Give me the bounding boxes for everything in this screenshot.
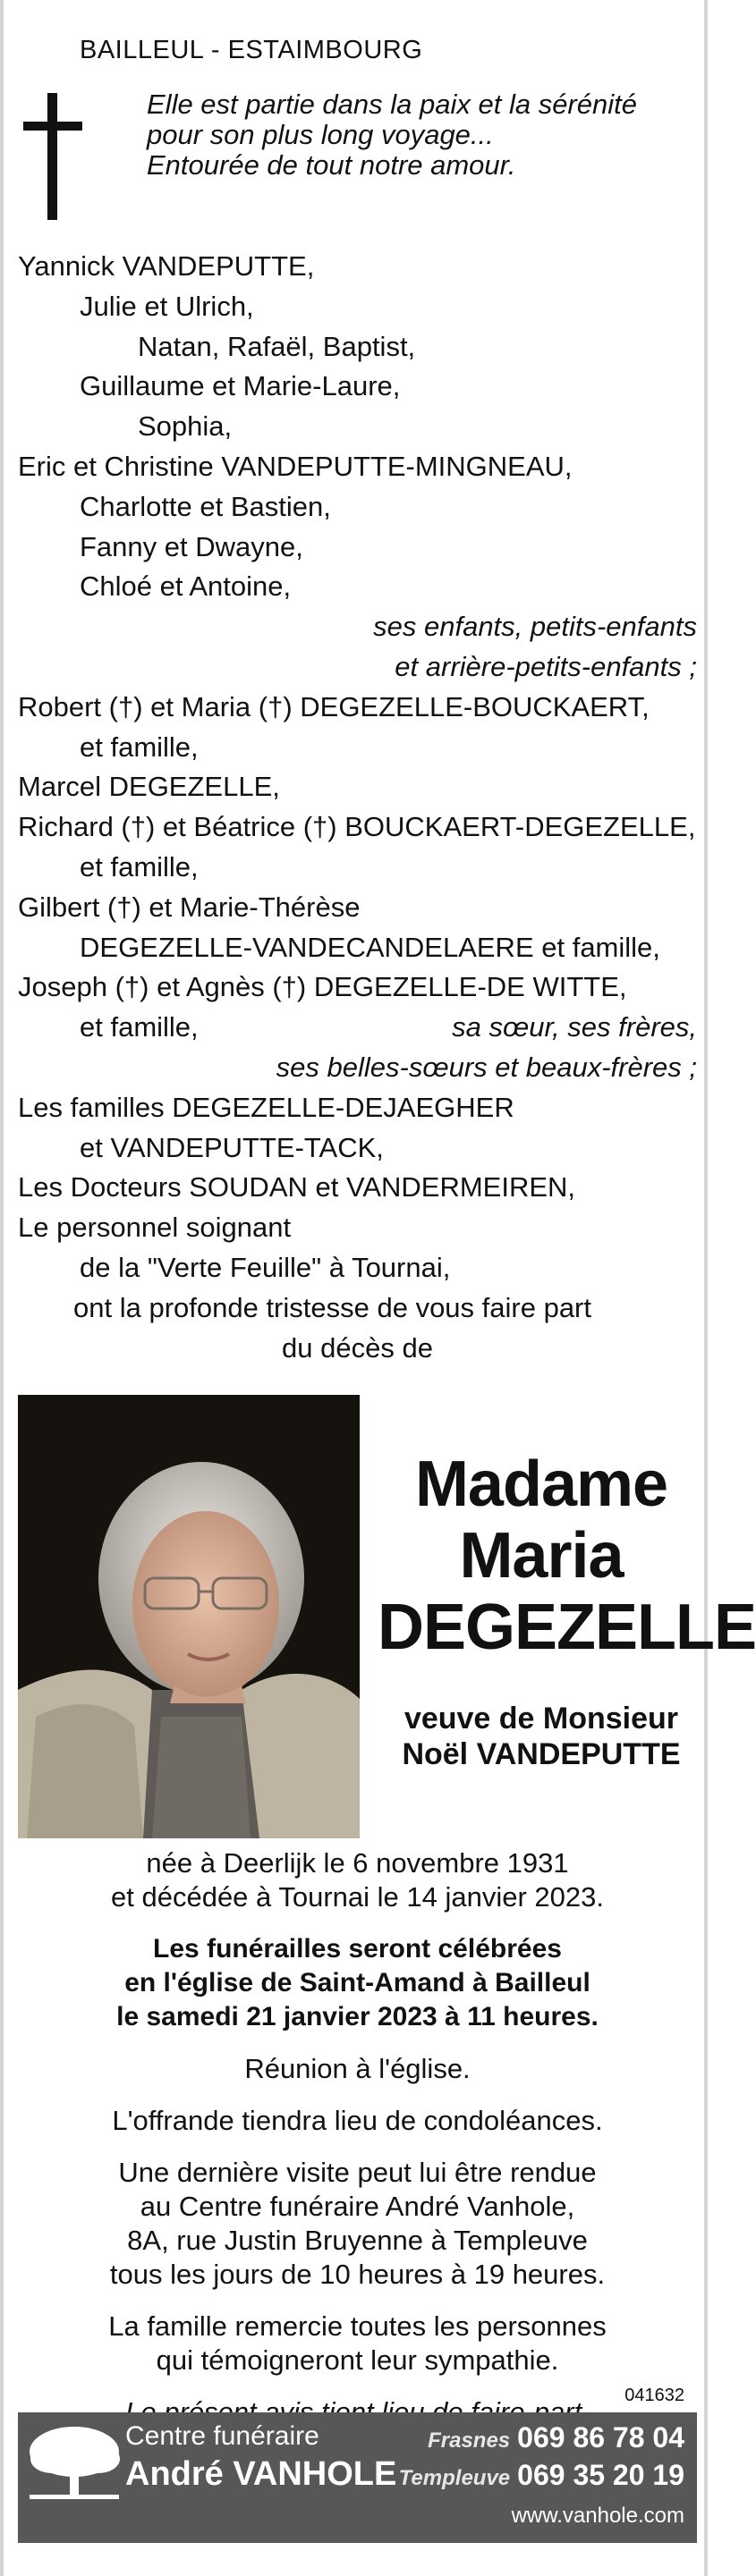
reference-number: 041632 bbox=[624, 2386, 684, 2405]
family-line-text: ont la profonde tristesse de vous faire part bbox=[73, 1291, 591, 1323]
family-line-text: Richard (†) et Béatrice (†) BOUCKAERT-DEGEZELLE, bbox=[18, 811, 696, 843]
phone-city: Templeuve bbox=[398, 2466, 511, 2490]
deceased-last-name: DEGEZELLE bbox=[378, 1592, 756, 1663]
phone-number: 069 86 78 04 bbox=[517, 2421, 684, 2454]
family-line-text: Marcel DEGEZELLE, bbox=[18, 771, 280, 803]
family-relation-text: sa sœur, ses frères, bbox=[452, 1011, 697, 1043]
website-link[interactable]: www.vanhole.com bbox=[511, 2504, 684, 2528]
family-line bbox=[4, 807, 711, 848]
family-line bbox=[4, 1208, 711, 1248]
family-line-text: et arrière-petits-enfants ; bbox=[395, 650, 697, 682]
family-line-text: et famille, bbox=[80, 731, 199, 763]
family-line-text: Natan, Rafaël, Baptist, bbox=[138, 330, 416, 362]
location-heading: BAILLEUL - ESTAIMBOURG bbox=[80, 36, 423, 64]
offering-line: L'offrande tiendra lieu de condoléances. bbox=[112, 2105, 603, 2136]
family-line bbox=[4, 967, 711, 1008]
death-line: et décédée à Tournai le 14 janvier 2023. bbox=[111, 1881, 604, 1913]
quote-line: pour son plus long voyage... bbox=[147, 119, 494, 150]
family-line-text: Le personnel soignant bbox=[18, 1212, 292, 1244]
visit-line: au Centre funéraire André Vanhole, bbox=[140, 2191, 575, 2222]
family-line bbox=[4, 407, 711, 447]
phone-frasnes bbox=[428, 2421, 684, 2454]
family-line-text: Gilbert (†) et Marie-Thérèse bbox=[18, 891, 361, 923]
family-line-text: Guillaume et Marie-Laure, bbox=[80, 370, 401, 402]
family-line-text: Yannick VANDEPUTTE, bbox=[18, 250, 315, 282]
family-line bbox=[4, 1288, 711, 1329]
family-line-text: Julie et Ulrich, bbox=[80, 290, 254, 322]
deceased-first-name: Maria bbox=[459, 1520, 624, 1592]
family-line bbox=[4, 888, 711, 928]
family-line-text: Charlotte et Bastien, bbox=[80, 490, 331, 522]
family-line bbox=[4, 688, 711, 728]
family-line bbox=[4, 1008, 711, 1048]
family-line bbox=[4, 1329, 711, 1369]
visit-line: Une dernière visite peut lui être rendue bbox=[118, 2157, 597, 2188]
visit-line: 8A, rue Justin Bruyenne à Templeuve bbox=[127, 2225, 588, 2256]
thanks-line: La famille remercie toutes les personnes bbox=[108, 2310, 607, 2342]
thanks-line: qui témoigneront leur sympathie. bbox=[156, 2344, 559, 2376]
family-line bbox=[4, 487, 711, 528]
funeral-home-label: Centre funéraire bbox=[125, 2421, 319, 2451]
cross-icon bbox=[23, 93, 82, 220]
tree-logo-icon bbox=[25, 2423, 123, 2504]
family-line-text: Eric et Christine VANDEPUTTE-MINGNEAU, bbox=[18, 450, 573, 482]
family-line bbox=[4, 647, 711, 688]
family-line bbox=[4, 287, 711, 327]
family-line bbox=[4, 1248, 711, 1288]
widow-of-line: Noël VANDEPUTTE bbox=[402, 1737, 681, 1771]
funeral-line: en l'église de Saint-Amand à Bailleul bbox=[124, 1968, 590, 1997]
family-line bbox=[4, 1168, 711, 1208]
family-line-text: Les Docteurs SOUDAN et VANDERMEIREN, bbox=[18, 1171, 576, 1204]
family-line bbox=[4, 728, 711, 768]
family-line bbox=[4, 848, 711, 888]
widow-of bbox=[378, 1701, 705, 1772]
funeral-details bbox=[4, 1846, 711, 2429]
family-line-text: Sophia, bbox=[138, 410, 233, 443]
family-line bbox=[4, 567, 711, 607]
family-line bbox=[4, 447, 711, 487]
family-line bbox=[4, 528, 711, 568]
deceased-title: Madame bbox=[414, 1448, 668, 1520]
family-line bbox=[4, 1048, 711, 1088]
quote-line: Entourée de tout notre amour. bbox=[147, 149, 516, 181]
family-list bbox=[4, 247, 711, 1368]
visit-line: tous les jours de 10 heures à 19 heures. bbox=[109, 2259, 606, 2290]
family-line bbox=[4, 367, 711, 407]
family-line-text: ses enfants, petits-enfants bbox=[373, 611, 697, 643]
family-line-text: Les familles DEGEZELLE-DEJAEGHER bbox=[18, 1091, 514, 1123]
funeral-line: Les funérailles seront célébrées bbox=[153, 1934, 562, 1964]
family-line-text: Fanny et Dwayne, bbox=[80, 530, 303, 562]
quote-line: Elle est partie dans la paix et la sérénité bbox=[147, 89, 637, 120]
family-line-text: Chloé et Antoine, bbox=[80, 570, 292, 603]
birth-line: née à Deerlijk le 6 novembre 1931 bbox=[146, 1847, 569, 1879]
funeral-home-name: André VANHOLE bbox=[125, 2455, 397, 2493]
family-line bbox=[4, 1088, 711, 1128]
deceased-name-block bbox=[378, 1448, 756, 1772]
family-line bbox=[4, 607, 711, 647]
family-line bbox=[4, 928, 711, 968]
family-line-text: et famille, bbox=[80, 1011, 199, 1043]
family-line bbox=[4, 327, 711, 367]
reunion-line: Réunion à l'église. bbox=[244, 2053, 471, 2084]
phone-city: Frasnes bbox=[428, 2428, 511, 2453]
epitaph-quote bbox=[147, 89, 701, 181]
family-line-text: et famille, bbox=[80, 850, 199, 883]
phone-number: 069 35 20 19 bbox=[517, 2459, 684, 2491]
family-line-text: Robert (†) et Maria (†) DEGEZELLE-BOUCKAERT, bbox=[18, 690, 650, 722]
family-line-text: Joseph (†) et Agnès (†) DEGEZELLE-DE WITTE, bbox=[18, 971, 627, 1003]
funeral-line: le samedi 21 janvier 2023 à 11 heures. bbox=[116, 2002, 599, 2031]
portrait-photo bbox=[18, 1395, 360, 1838]
family-line-text: ses belles-sœurs et beaux-frères ; bbox=[276, 1051, 697, 1083]
funeral-home-banner bbox=[18, 2412, 697, 2543]
family-line-text: et VANDEPUTTE-TACK, bbox=[80, 1131, 384, 1163]
family-line bbox=[4, 1128, 711, 1169]
widow-of-line: veuve de Monsieur bbox=[403, 1702, 679, 1736]
family-line bbox=[4, 247, 711, 287]
phone-templeuve bbox=[399, 2459, 684, 2492]
family-line-text: du décès de bbox=[282, 1331, 433, 1364]
family-line-text: DEGEZELLE-VANDECANDELAERE et famille, bbox=[80, 931, 660, 963]
family-line-text: de la "Verte Feuille" à Tournai, bbox=[80, 1251, 451, 1283]
family-line bbox=[4, 767, 711, 807]
